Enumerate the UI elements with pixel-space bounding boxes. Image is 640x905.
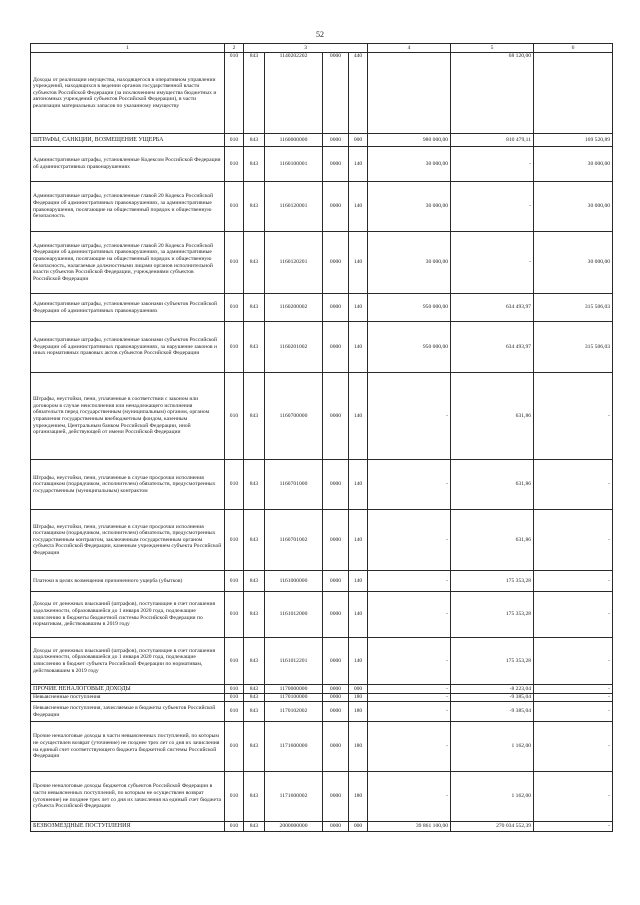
row-code-kosgu: 000 <box>349 685 368 694</box>
row-code-kosgu: 140 <box>349 232 368 294</box>
row-code-kosgu: 180 <box>349 772 368 822</box>
table-row <box>31 638 613 685</box>
row-code-kosgu: 140 <box>349 592 368 638</box>
row-code-program: 0000 <box>323 147 349 182</box>
row-code-section: 010 <box>225 510 244 571</box>
row-code-section: 010 <box>225 373 244 460</box>
row-code-section: 010 <box>225 53 244 134</box>
table-row <box>31 702 613 722</box>
row-code-program: 0000 <box>323 182 349 232</box>
row-code-admin: 843 <box>244 571 265 592</box>
row-value-fact: 810 479,11 <box>451 134 534 147</box>
row-code-program: 0000 <box>323 510 349 571</box>
row-name: Штрафы, неустойки, пени, уплаченные в соответствии с законом или договором в случае неисполнения или ненадлежащего исполнения обязательств перед государственным (муниципальным) органом, органом управления государственным внебюджетным фондом, казенным учреждением, Центральным банком Российской Федерации, иной организацией, действующей от имени Российской Федерации <box>31 373 225 460</box>
table-row <box>31 510 613 571</box>
row-code-kosgu: 140 <box>349 373 368 460</box>
header-col-1: 1 <box>31 44 225 53</box>
row-code-admin: 843 <box>244 53 265 134</box>
row-code-kbk: 1161012000 <box>265 592 323 638</box>
row-code-kbk: 1160120201 <box>265 232 323 294</box>
row-code-program: 0000 <box>323 822 349 832</box>
row-code-kbk: 1160701000 <box>265 460 323 510</box>
row-name: БЕЗВОЗМЕЗДНЫЕ ПОСТУПЛЕНИЯ <box>31 822 225 832</box>
row-code-program: 0000 <box>323 685 349 694</box>
row-code-kosgu: 180 <box>349 702 368 722</box>
row-name: Административные штрафы, установленные законами субъектов Российской Федерации об административных правонарушениях, за нарушение законов и иных нормативных правовых актов субъектов Российской Федерации <box>31 322 225 373</box>
row-code-kosgu: 180 <box>349 722 368 772</box>
row-name: Штрафы, неустойки, пени, уплаченные в случае просрочки исполнения поставщиком (подрядчиком, исполнителем) обязательств, предусмотренных государственным контрактом, заключенным государственным органом субъекта Российской Федерации, казенным учреждением субъекта Российской Федерации <box>31 510 225 571</box>
row-value-fact: 631,86 <box>451 373 534 460</box>
row-code-section: 010 <box>225 685 244 694</box>
row-code-program: 0000 <box>323 232 349 294</box>
table-row <box>31 772 613 822</box>
row-code-kbk: 1160200002 <box>265 294 323 322</box>
row-value-fact: 175 353,28 <box>451 638 534 685</box>
row-value-remain: - <box>534 510 613 571</box>
row-name: Доходы от денежных взысканий (штрафов), поступающие в счет погашения задолженности, образовавшейся до 1 января 2020 года, подлежащие зачислению в бюджет субъекта Российской Федерации по нормативам, действовавшим в 2019 году <box>31 638 225 685</box>
table-row <box>31 822 613 832</box>
row-value-remain: - <box>534 722 613 772</box>
row-value-plan <box>368 53 451 134</box>
table-row <box>31 592 613 638</box>
row-code-kosgu: 140 <box>349 294 368 322</box>
row-code-admin: 843 <box>244 460 265 510</box>
row-code-admin: 843 <box>244 510 265 571</box>
row-value-remain: 315 506,03 <box>534 294 613 322</box>
row-value-fact: -9 385,04 <box>451 702 534 722</box>
row-code-program: 0000 <box>323 722 349 772</box>
row-name: Прочие неналоговые доходы бюджетов субъектов Российской Федерации в части невыясненных поступлений, по которым не осуществлен возврат (уточнение) не позднее трех лет со дня их зачисления на единый счет бюджета субъекта Российской Федерации <box>31 772 225 822</box>
row-code-section: 010 <box>225 722 244 772</box>
row-code-section: 010 <box>225 822 244 832</box>
table-row <box>31 294 613 322</box>
row-value-remain: - <box>534 571 613 592</box>
row-value-plan: 950 000,00 <box>368 294 451 322</box>
row-code-kbk: 1160000000 <box>265 134 323 147</box>
row-code-program: 0000 <box>323 592 349 638</box>
row-code-program: 0000 <box>323 322 349 373</box>
row-code-section: 010 <box>225 694 244 702</box>
row-code-admin: 843 <box>244 592 265 638</box>
row-value-remain: - <box>534 592 613 638</box>
row-name: Доходы от денежных взысканий (штрафов), поступающие в счет погашения задолженности, образовавшейся до 1 января 2020 года, подлежащие зачислению в бюджеты бюджетной системы Российской Федерации по нормативам, действовавшим в 2019 году <box>31 592 225 638</box>
row-value-plan: 30 000,00 <box>368 182 451 232</box>
row-code-kbk: 1160120001 <box>265 182 323 232</box>
row-name: Административные штрафы, установленные Кодексом Российской Федерации об административных правонарушениях <box>31 147 225 182</box>
table-row <box>31 460 613 510</box>
row-value-plan: 30 000,00 <box>368 232 451 294</box>
row-code-program: 0000 <box>323 694 349 702</box>
row-value-remain: 169 520,89 <box>534 134 613 147</box>
table-row <box>31 694 613 702</box>
row-code-kbk: 1160201002 <box>265 322 323 373</box>
header-col-6: 6 <box>534 44 613 53</box>
row-value-plan: 980 000,00 <box>368 134 451 147</box>
row-code-admin: 843 <box>244 182 265 232</box>
row-code-section: 010 <box>225 294 244 322</box>
row-code-section: 010 <box>225 460 244 510</box>
header-col-4: 4 <box>368 44 451 53</box>
row-name: Административные штрафы, установленные главой 20 Кодекса Российской Федерации об административных правонарушениях, за административные правонарушения, посягающие на общественный порядок и общественную безопасность <box>31 182 225 232</box>
row-name: Административные штрафы, установленные законами субъектов Российской Федерации об административных правонарушениях <box>31 294 225 322</box>
row-code-kbk: 1161012201 <box>265 638 323 685</box>
row-value-fact: - <box>451 147 534 182</box>
row-code-program: 0000 <box>323 638 349 685</box>
row-name: Невыясненные поступления <box>31 694 225 702</box>
row-code-admin: 843 <box>244 294 265 322</box>
row-value-plan: - <box>368 510 451 571</box>
row-value-plan: 950 000,00 <box>368 322 451 373</box>
row-value-plan: 30 000,00 <box>368 147 451 182</box>
row-code-admin: 843 <box>244 638 265 685</box>
row-code-admin: 843 <box>244 772 265 822</box>
row-value-remain <box>534 53 613 134</box>
row-code-section: 010 <box>225 592 244 638</box>
row-value-remain: - <box>534 373 613 460</box>
row-code-kbk: 1170102002 <box>265 702 323 722</box>
row-value-plan: - <box>368 685 451 694</box>
row-value-remain: 30 000,00 <box>534 182 613 232</box>
row-code-kbk: 1171600002 <box>265 772 323 822</box>
row-value-plan: - <box>368 571 451 592</box>
row-code-kbk: 1160701002 <box>265 510 323 571</box>
row-name: ПРОЧИЕ НЕНАЛОГОВЫЕ ДОХОДЫ <box>31 685 225 694</box>
row-value-fact: 631,86 <box>451 460 534 510</box>
table-row <box>31 53 613 134</box>
row-code-section: 010 <box>225 638 244 685</box>
row-code-kosgu: 000 <box>349 134 368 147</box>
row-code-section: 010 <box>225 147 244 182</box>
row-code-program: 0000 <box>323 294 349 322</box>
row-code-program: 0000 <box>323 772 349 822</box>
row-name: Прочие неналоговые доходы в части невыясненных поступлений, по которым не осуществлен возврат (уточнение) не позднее трех лет со дня их зачисления на единый счет соответствующего бюджета бюджетной системы Российской Федерации <box>31 722 225 772</box>
row-value-plan: - <box>368 460 451 510</box>
row-value-plan: - <box>368 638 451 685</box>
row-code-program: 0000 <box>323 702 349 722</box>
row-code-program: 0000 <box>323 571 349 592</box>
row-value-remain: 315 506,03 <box>534 322 613 373</box>
table-row <box>31 373 613 460</box>
header-col-2: 2 <box>225 44 244 53</box>
row-code-admin: 843 <box>244 373 265 460</box>
row-code-kosgu: 140 <box>349 638 368 685</box>
row-value-fact: 1 162,00 <box>451 722 534 772</box>
row-value-remain: 30 000,00 <box>534 147 613 182</box>
row-value-fact: - <box>451 232 534 294</box>
row-code-kosgu: 000 <box>349 822 368 832</box>
row-value-remain: - <box>534 638 613 685</box>
row-code-kosgu: 440 <box>349 53 368 134</box>
row-value-plan: - <box>368 373 451 460</box>
table-row <box>31 571 613 592</box>
row-value-fact: - <box>451 182 534 232</box>
row-code-kbk: 1161000000 <box>265 571 323 592</box>
row-name: ШТРАФЫ, САНКЦИИ, ВОЗМЕЩЕНИЕ УЩЕРБА <box>31 134 225 147</box>
row-value-remain: - <box>534 822 613 832</box>
row-code-admin: 843 <box>244 322 265 373</box>
row-value-fact: 175 353,28 <box>451 592 534 638</box>
row-code-kbk: 1160100001 <box>265 147 323 182</box>
row-code-admin: 843 <box>244 134 265 147</box>
row-value-remain: 30 000,00 <box>534 232 613 294</box>
table-row <box>31 134 613 147</box>
row-value-plan: - <box>368 772 451 822</box>
table-header-row <box>31 44 613 53</box>
header-col-5: 5 <box>451 44 534 53</box>
row-code-program: 0000 <box>323 460 349 510</box>
row-code-kosgu: 140 <box>349 460 368 510</box>
row-code-kbk: 1170100000 <box>265 694 323 702</box>
row-value-remain: - <box>534 772 613 822</box>
row-code-kbk: 1160700000 <box>265 373 323 460</box>
row-code-program: 0000 <box>323 53 349 134</box>
row-code-section: 010 <box>225 772 244 822</box>
row-code-admin: 843 <box>244 722 265 772</box>
row-value-fact: 634 493,97 <box>451 322 534 373</box>
row-code-admin: 843 <box>244 685 265 694</box>
table-row <box>31 722 613 772</box>
row-code-section: 010 <box>225 232 244 294</box>
table-row <box>31 685 613 694</box>
row-code-section: 010 <box>225 702 244 722</box>
row-code-kosgu: 140 <box>349 182 368 232</box>
row-code-section: 010 <box>225 182 244 232</box>
row-code-kbk: 1170000000 <box>265 685 323 694</box>
row-code-kosgu: 140 <box>349 510 368 571</box>
row-value-plan: - <box>368 722 451 772</box>
row-value-fact: 68 120,00 <box>451 53 534 134</box>
row-value-fact: 270 034 552,39 <box>451 822 534 832</box>
row-name: Платежи в целях возмещения причиненного ущерба (убытков) <box>31 571 225 592</box>
row-name: Административные штрафы, установленные главой 20 Кодекса Российской Федерации об административных правонарушениях, за административные правонарушения, посягающие на общественный порядок и общественную безопасность, налагаемые должностными лицами органов исполнительной власти субъектов Российской Федерации, учреждениями субъектов Российской Федерации <box>31 232 225 294</box>
row-code-kbk: 1171600000 <box>265 722 323 772</box>
row-value-remain: - <box>534 702 613 722</box>
row-code-admin: 843 <box>244 694 265 702</box>
table-row <box>31 322 613 373</box>
table-row <box>31 147 613 182</box>
table-row <box>31 182 613 232</box>
row-value-remain: - <box>534 685 613 694</box>
row-value-plan: 39 861 100,00 <box>368 822 451 832</box>
row-code-kosgu: 140 <box>349 571 368 592</box>
row-value-fact: 175 353,28 <box>451 571 534 592</box>
row-value-fact: 1 162,00 <box>451 772 534 822</box>
row-code-kosgu: 180 <box>349 694 368 702</box>
row-value-plan: - <box>368 592 451 638</box>
table-row <box>31 232 613 294</box>
row-name: Невыясненные поступления, зачисляемые в бюджеты субъектов Российской Федерации <box>31 702 225 722</box>
row-value-plan: - <box>368 702 451 722</box>
row-code-admin: 843 <box>244 702 265 722</box>
row-code-kbk: 2000000000 <box>265 822 323 832</box>
row-code-section: 010 <box>225 322 244 373</box>
row-code-kosgu: 140 <box>349 147 368 182</box>
row-value-remain: - <box>534 460 613 510</box>
revenue-table <box>30 43 613 832</box>
row-code-kbk: 1140202202 <box>265 53 323 134</box>
header-col-3: 3 <box>244 44 368 53</box>
row-code-section: 010 <box>225 571 244 592</box>
row-value-plan: - <box>368 694 451 702</box>
row-value-fact: -8 223,04 <box>451 685 534 694</box>
row-code-admin: 843 <box>244 822 265 832</box>
row-name: Доходы от реализации имущества, находящегося в оперативном управлении учреждений, находящихся в ведении органов государственной власти субъектов Российской Федерации (за исключением имущества бюджетных и автономных учреждений субъектов Российской Федерации), в части реализации материальных запасов по указанному имуществу <box>31 53 225 134</box>
row-code-program: 0000 <box>323 373 349 460</box>
row-code-admin: 843 <box>244 147 265 182</box>
row-code-admin: 843 <box>244 232 265 294</box>
row-value-fact: 631,86 <box>451 510 534 571</box>
page-number: 52 <box>316 30 324 39</box>
row-code-program: 0000 <box>323 134 349 147</box>
row-value-fact: -9 385,04 <box>451 694 534 702</box>
row-name: Штрафы, неустойки, пени, уплаченные в случае просрочки исполнения поставщиком (подрядчиком, исполнителем) обязательств, предусмотренных государственным (муниципальным) контрактом <box>31 460 225 510</box>
row-value-remain: - <box>534 694 613 702</box>
row-code-section: 010 <box>225 134 244 147</box>
row-code-kosgu: 140 <box>349 322 368 373</box>
row-value-fact: 634 493,97 <box>451 294 534 322</box>
